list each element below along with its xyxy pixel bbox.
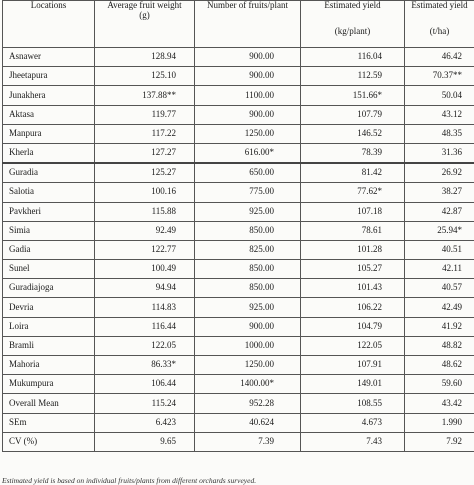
cell-fruit-weight: 6.423 bbox=[95, 413, 195, 432]
cell-yield-t-ha: 7.92 bbox=[405, 432, 474, 451]
header-locations: Locations bbox=[3, 1, 95, 48]
table-row bbox=[3, 279, 474, 298]
cell-location: Asnawer bbox=[3, 48, 95, 67]
cell-yield-kg-plant: 112.59 bbox=[301, 67, 405, 86]
cell-yield-kg-plant: 151.66* bbox=[301, 86, 405, 105]
cell-location: Gadia bbox=[3, 240, 95, 259]
cell-location: Guradia bbox=[3, 163, 95, 183]
cell-yield-t-ha: 26.92 bbox=[405, 163, 474, 183]
cell-fruits-per-plant: 952.28 bbox=[195, 394, 301, 413]
cell-yield-t-ha: 50.04 bbox=[405, 86, 474, 105]
cell-yield-t-ha: 43.12 bbox=[405, 105, 474, 124]
cell-fruits-per-plant: 1250.00 bbox=[195, 356, 301, 375]
cell-yield-t-ha: 48.62 bbox=[405, 356, 474, 375]
cell-location: Mahoria bbox=[3, 356, 95, 375]
table-row bbox=[3, 356, 474, 375]
table-row bbox=[3, 432, 474, 451]
cell-yield-t-ha: 59.60 bbox=[405, 375, 474, 394]
table-row bbox=[3, 336, 474, 355]
cell-location: Kherla bbox=[3, 143, 95, 163]
table-row bbox=[3, 163, 474, 183]
table-row bbox=[3, 124, 474, 143]
cell-yield-t-ha: 25.94* bbox=[405, 221, 474, 240]
table-row bbox=[3, 221, 474, 240]
cell-yield-t-ha: 46.42 bbox=[405, 48, 474, 67]
cell-yield-kg-plant: 122.05 bbox=[301, 336, 405, 355]
table-row bbox=[3, 67, 474, 86]
header-fruits: Number of fruits/plant bbox=[195, 1, 301, 48]
table-body bbox=[3, 48, 474, 452]
table-header-row bbox=[3, 1, 474, 48]
cell-fruit-weight: 9.65 bbox=[95, 432, 195, 451]
cell-yield-kg-plant: 7.43 bbox=[301, 432, 405, 451]
cell-yield-kg-plant: 78.39 bbox=[301, 143, 405, 163]
cell-fruits-per-plant: 650.00 bbox=[195, 163, 301, 183]
table-row bbox=[3, 86, 474, 105]
cell-location: Aktasa bbox=[3, 105, 95, 124]
cell-fruit-weight: 114.83 bbox=[95, 298, 195, 317]
cell-yield-kg-plant: 107.18 bbox=[301, 202, 405, 221]
cell-fruits-per-plant: 1250.00 bbox=[195, 124, 301, 143]
cell-fruits-per-plant: 925.00 bbox=[195, 202, 301, 221]
cell-fruit-weight: 100.16 bbox=[95, 183, 195, 202]
cell-yield-t-ha: 38.27 bbox=[405, 183, 474, 202]
cell-fruits-per-plant: 825.00 bbox=[195, 240, 301, 259]
cell-location: Overall Mean bbox=[3, 394, 95, 413]
cell-fruits-per-plant: 775.00 bbox=[195, 183, 301, 202]
cell-yield-kg-plant: 78.61 bbox=[301, 221, 405, 240]
cell-fruits-per-plant: 7.39 bbox=[195, 432, 301, 451]
cell-fruits-per-plant: 616.00* bbox=[195, 143, 301, 163]
cell-fruit-weight: 92.49 bbox=[95, 221, 195, 240]
cell-location: Bramli bbox=[3, 336, 95, 355]
cell-location: Simia bbox=[3, 221, 95, 240]
cell-yield-kg-plant: 149.01 bbox=[301, 375, 405, 394]
table-row bbox=[3, 394, 474, 413]
cell-fruits-per-plant: 850.00 bbox=[195, 221, 301, 240]
cell-fruit-weight: 117.22 bbox=[95, 124, 195, 143]
cell-fruit-weight: 128.94 bbox=[95, 48, 195, 67]
cell-location: CV (%) bbox=[3, 432, 95, 451]
cell-fruits-per-plant: 900.00 bbox=[195, 105, 301, 124]
header-yield-kg: Estimated yield (kg/plant) bbox=[301, 1, 405, 48]
cell-fruits-per-plant: 900.00 bbox=[195, 317, 301, 336]
cell-fruit-weight: 115.88 bbox=[95, 202, 195, 221]
cell-fruit-weight: 106.44 bbox=[95, 375, 195, 394]
table-row bbox=[3, 48, 474, 67]
cell-yield-kg-plant: 4.673 bbox=[301, 413, 405, 432]
cell-yield-t-ha: 43.42 bbox=[405, 394, 474, 413]
cell-yield-kg-plant: 106.22 bbox=[301, 298, 405, 317]
table-row bbox=[3, 240, 474, 259]
cell-yield-t-ha: 42.49 bbox=[405, 298, 474, 317]
cell-yield-kg-plant: 107.91 bbox=[301, 356, 405, 375]
cell-yield-t-ha: 41.92 bbox=[405, 317, 474, 336]
cell-yield-t-ha: 31.36 bbox=[405, 143, 474, 163]
cell-fruit-weight: 125.27 bbox=[95, 163, 195, 183]
cell-fruits-per-plant: 900.00 bbox=[195, 48, 301, 67]
cell-yield-t-ha: 1.990 bbox=[405, 413, 474, 432]
cell-location: Guradiajoga bbox=[3, 279, 95, 298]
header-yield-t: Estimated yield (t/ha) bbox=[405, 1, 474, 48]
cell-yield-kg-plant: 107.79 bbox=[301, 105, 405, 124]
cell-location: Loira bbox=[3, 317, 95, 336]
cell-fruit-weight: 115.24 bbox=[95, 394, 195, 413]
cell-location: Devria bbox=[3, 298, 95, 317]
footnote: Estimated yield is based on individual fruits/plants from different orchards surveyed. bbox=[2, 476, 257, 485]
cell-fruits-per-plant: 850.00 bbox=[195, 279, 301, 298]
cell-fruit-weight: 127.27 bbox=[95, 143, 195, 163]
cell-yield-t-ha: 48.35 bbox=[405, 124, 474, 143]
table-row bbox=[3, 260, 474, 279]
cell-location: Sunel bbox=[3, 260, 95, 279]
table-row bbox=[3, 298, 474, 317]
cell-yield-t-ha: 40.51 bbox=[405, 240, 474, 259]
cell-fruit-weight: 94.94 bbox=[95, 279, 195, 298]
table-row bbox=[3, 317, 474, 336]
cell-fruit-weight: 137.88** bbox=[95, 86, 195, 105]
cell-yield-kg-plant: 101.43 bbox=[301, 279, 405, 298]
table-row bbox=[3, 375, 474, 394]
cell-yield-kg-plant: 105.27 bbox=[301, 260, 405, 279]
cell-fruit-weight: 100.49 bbox=[95, 260, 195, 279]
cell-yield-t-ha: 42.87 bbox=[405, 202, 474, 221]
cell-yield-kg-plant: 108.55 bbox=[301, 394, 405, 413]
cell-location: Manpura bbox=[3, 124, 95, 143]
cell-location: Pavkheri bbox=[3, 202, 95, 221]
cell-fruits-per-plant: 1100.00 bbox=[195, 86, 301, 105]
header-weight: Average fruit weight (g) bbox=[95, 1, 195, 48]
cell-fruits-per-plant: 900.00 bbox=[195, 67, 301, 86]
cell-yield-kg-plant: 77.62* bbox=[301, 183, 405, 202]
cell-fruit-weight: 122.77 bbox=[95, 240, 195, 259]
cell-yield-t-ha: 40.57 bbox=[405, 279, 474, 298]
table-row bbox=[3, 202, 474, 221]
cell-fruits-per-plant: 40.624 bbox=[195, 413, 301, 432]
table-row bbox=[3, 105, 474, 124]
cell-yield-t-ha: 48.82 bbox=[405, 336, 474, 355]
cell-yield-kg-plant: 81.42 bbox=[301, 163, 405, 183]
cell-fruits-per-plant: 1400.00* bbox=[195, 375, 301, 394]
cell-location: Junakhera bbox=[3, 86, 95, 105]
cell-yield-kg-plant: 116.04 bbox=[301, 48, 405, 67]
cell-yield-t-ha: 42.11 bbox=[405, 260, 474, 279]
cell-yield-kg-plant: 146.52 bbox=[301, 124, 405, 143]
table-row bbox=[3, 183, 474, 202]
cell-location: Jheetapura bbox=[3, 67, 95, 86]
cell-fruits-per-plant: 850.00 bbox=[195, 260, 301, 279]
cell-yield-t-ha: 70.37** bbox=[405, 67, 474, 86]
cell-yield-kg-plant: 104.79 bbox=[301, 317, 405, 336]
table-row bbox=[3, 143, 474, 163]
table-row bbox=[3, 413, 474, 432]
cell-fruit-weight: 116.44 bbox=[95, 317, 195, 336]
cell-fruits-per-plant: 925.00 bbox=[195, 298, 301, 317]
yield-table bbox=[2, 0, 474, 452]
cell-fruit-weight: 119.77 bbox=[95, 105, 195, 124]
cell-fruit-weight: 122.05 bbox=[95, 336, 195, 355]
cell-location: Mukumpura bbox=[3, 375, 95, 394]
cell-location: SEm bbox=[3, 413, 95, 432]
cell-fruits-per-plant: 1000.00 bbox=[195, 336, 301, 355]
cell-fruit-weight: 125.10 bbox=[95, 67, 195, 86]
cell-fruit-weight: 86.33* bbox=[95, 356, 195, 375]
cell-yield-kg-plant: 101.28 bbox=[301, 240, 405, 259]
cell-location: Salotia bbox=[3, 183, 95, 202]
